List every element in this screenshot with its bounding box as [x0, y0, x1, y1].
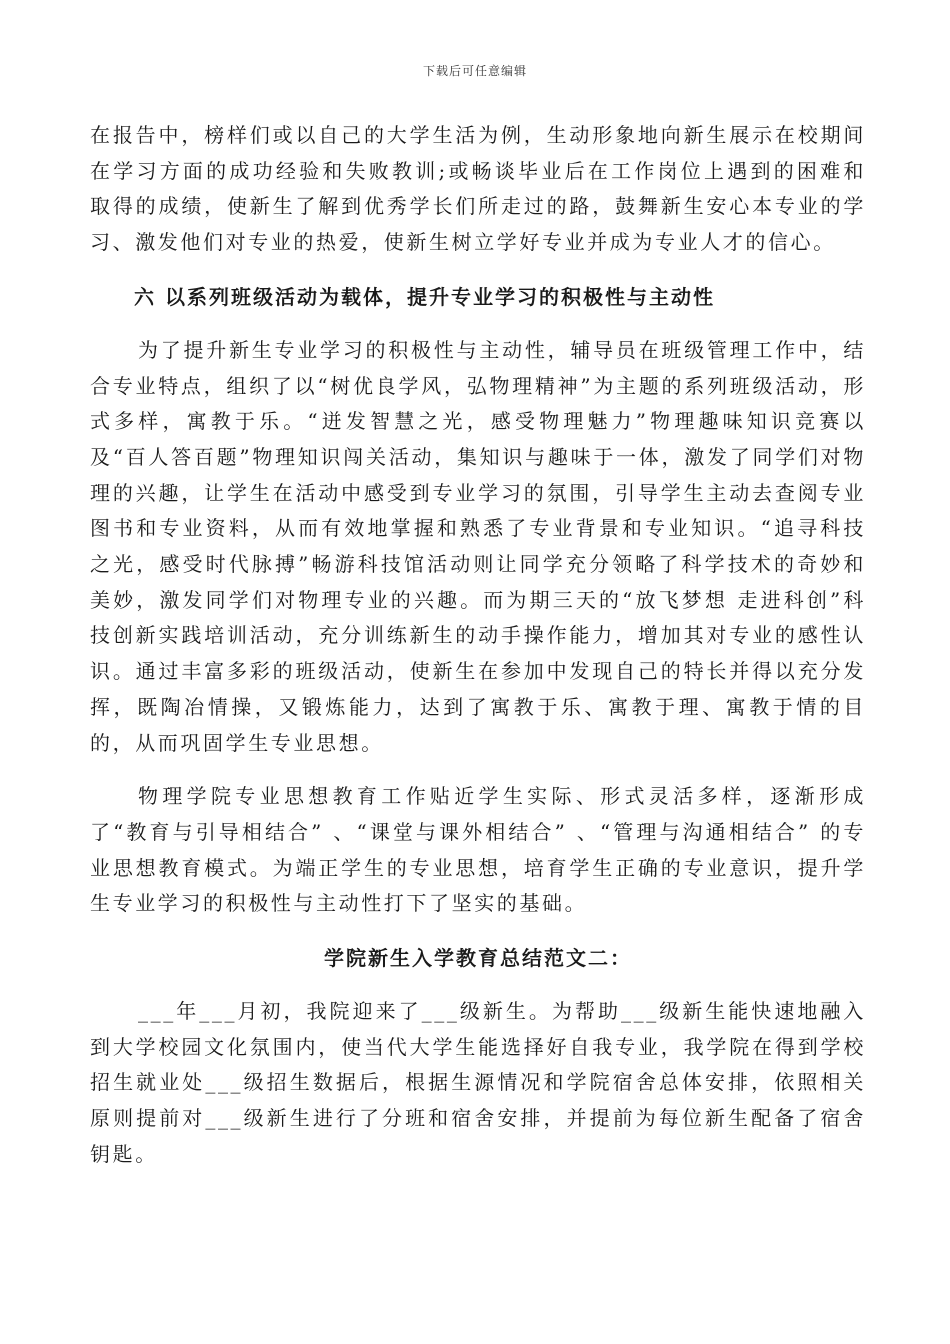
paragraph-role-models: 在报告中，榜样们或以自己的大学生活为例，生动形象地向新生展示在校期间在学习方面的成功经验和失败教训;或畅谈毕业后在工作岗位上遇到的困难和取得的成绩，使新生了解到优秀学长们所走过的路，鼓舞新生安心本专业的学习、激发他们对专业的热爱，使新生树立学好专业并成为专业人才的信心。 [90, 123, 866, 255]
article-two-title: 学院新生入学教育总结范文二： [324, 946, 632, 971]
paragraph-new-students: ___年___月初，我院迎来了___级新生。为帮助___级新生能快速地融入到大学校园文化氛围内，使当代大学生能选择好自我专业，我学院在得到学校招生就业处___级招生数据后，根据生源情况和学院宿舍总体安排，依照相关原则提前对___级新生进行了分班和宿舍安排，并提前为每位新生配备了宿舍钥匙。 [90, 999, 866, 1166]
page-header: 下载后可任意编辑 [422, 64, 527, 78]
spacer [90, 761, 866, 779]
paragraph-education-model: 物理学院专业思想教育工作贴近学生实际、形式灵活多样，逐渐形成了“教育与引导相结合” 、“课堂与课外相结合” 、“管理与沟通相结合” 的专业思想教育模式。为端正学生的专业思想，培育学生正确的专业意识，提升学生专业学习的积极性与主动性打下了坚实的基础。 [90, 784, 866, 916]
spacer [90, 976, 866, 994]
section-heading-six: 六 以系列班级活动为载体，提升专业学习的积极性与主动性 [134, 284, 715, 309]
spacer [90, 922, 866, 940]
document-body [90, 118, 866, 1173]
paragraph-class-activities: 为了提升新生专业学习的积极性与主动性，辅导员在班级管理工作中，结合专业特点，组织了以“树优良学风，弘物理精神”为主题的系列班级活动，形式多样，寓教于乐。“迸发智慧之光，感受物理魅力”物理趣味知识竞赛以及“百人答百题”物理知识闯关活动，集知识与趣味于一体，激发了同学们对物理的兴趣，让学生在活动中感受到专业学习的氛围，引导学生主动去查阅专业图书和专业资料，从而有效地掌握和熟悉了专业背景和专业知识。“追寻科技之光，感受时代脉搏”畅游科技馆活动则让同学充分领略了科学技术的奇妙和美妙，激发同学们对物理专业的兴趣。而为期三天的“放飞梦想 走进科创”科技创新实践培训活动，充分训练新生的动手操作能力，增加其对专业的感性认识。通过丰富多彩的班级活动，使新生在参加中发现自己的特长并得以充分发挥，既陶冶情操，又锻炼能力，达到了寓教于乐、寓教于理、寓教于情的目的，从而巩固学生专业思想。 [90, 337, 866, 755]
spacer [90, 261, 866, 279]
spacer [90, 315, 866, 333]
